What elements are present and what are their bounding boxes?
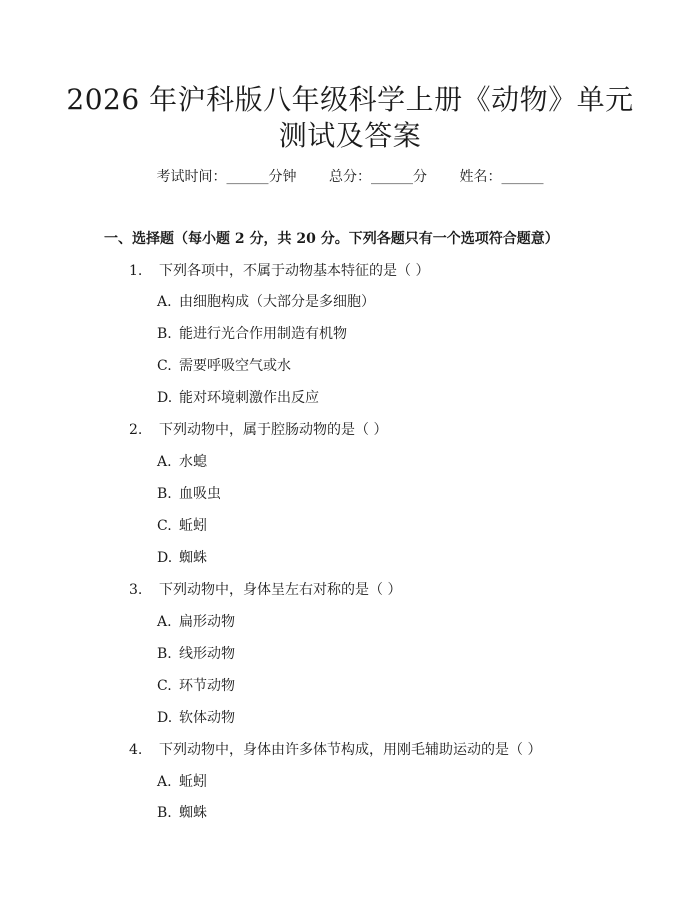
question-text: 下列动物中，身体呈左右对称的是（ ） [159,582,402,598]
option-letter: A. [157,294,172,310]
option-letter: A. [157,774,172,790]
option-letter: C. [157,678,172,694]
question-text: 下列各项中，不属于动物基本特征的是（ ） [159,263,430,279]
option-text: 能进行光合作用制造有机物 [179,326,347,342]
question-2-option-c [157,516,207,536]
option-letter: B. [157,326,172,342]
question-3 [129,580,401,600]
option-text: 蚯蚓 [179,774,207,790]
total-score-field: 总分：______分 [329,169,427,185]
question-3-option-c [157,676,235,696]
question-4 [129,740,541,760]
question-2 [129,420,387,440]
option-letter: C. [157,518,172,534]
option-letter: C. [157,358,172,374]
question-number: 2. [129,422,143,438]
question-number: 1. [129,263,143,279]
option-text: 血吸虫 [179,486,221,502]
question-4-option-a [157,772,207,792]
option-text: 扁形动物 [179,614,235,630]
question-3-option-a [157,612,235,632]
question-3-option-d [157,708,235,728]
page-title-line-2: 测试及答案 [278,119,422,152]
option-letter: B. [157,646,172,662]
option-text: 水螅 [179,454,207,470]
option-letter: D. [157,710,173,726]
exam-info-row [0,166,700,188]
page-title-line-1: 2026 年沪科版八年级科学上册《动物》单元 [66,83,634,116]
option-text: 线形动物 [179,646,235,662]
option-letter: B. [157,805,172,821]
question-text: 下列动物中，属于腔肠动物的是（ ） [159,422,388,438]
question-4-option-b [157,803,207,823]
question-text: 下列动物中，身体由许多体节构成，用刚毛辅助运动的是（ ） [159,742,542,758]
question-1-option-d [157,388,319,408]
question-1-option-b [157,324,347,344]
option-letter: D. [157,550,173,566]
question-1-option-c [157,356,291,376]
option-text: 蜘蛛 [179,550,207,566]
option-text: 由细胞构成（大部分是多细胞） [179,294,375,310]
question-1 [129,261,429,281]
question-number: 3. [129,582,143,598]
option-text: 能对环境刺激作出反应 [179,390,319,406]
option-text: 蚯蚓 [179,518,207,534]
question-2-option-d [157,548,207,568]
option-text: 蜘蛛 [179,805,207,821]
option-letter: D. [157,390,173,406]
option-letter: A. [157,454,172,470]
question-1-option-a [157,292,375,312]
section-heading-multiple-choice: 一、选择题（每小题 2 分，共 20 分。下列各题只有一个选项符合题意） [104,231,559,247]
option-text: 需要呼吸空气或水 [179,358,291,374]
question-3-option-b [157,644,235,664]
question-2-option-a [157,452,207,472]
question-2-option-b [157,484,221,504]
option-letter: A. [157,614,172,630]
exam-time-field: 考试时间：______分钟 [156,169,297,185]
option-text: 环节动物 [179,678,235,694]
option-letter: B. [157,486,172,502]
option-text: 软体动物 [179,710,235,726]
student-name-field: 姓名：______ [459,169,544,185]
question-number: 4. [129,742,143,758]
